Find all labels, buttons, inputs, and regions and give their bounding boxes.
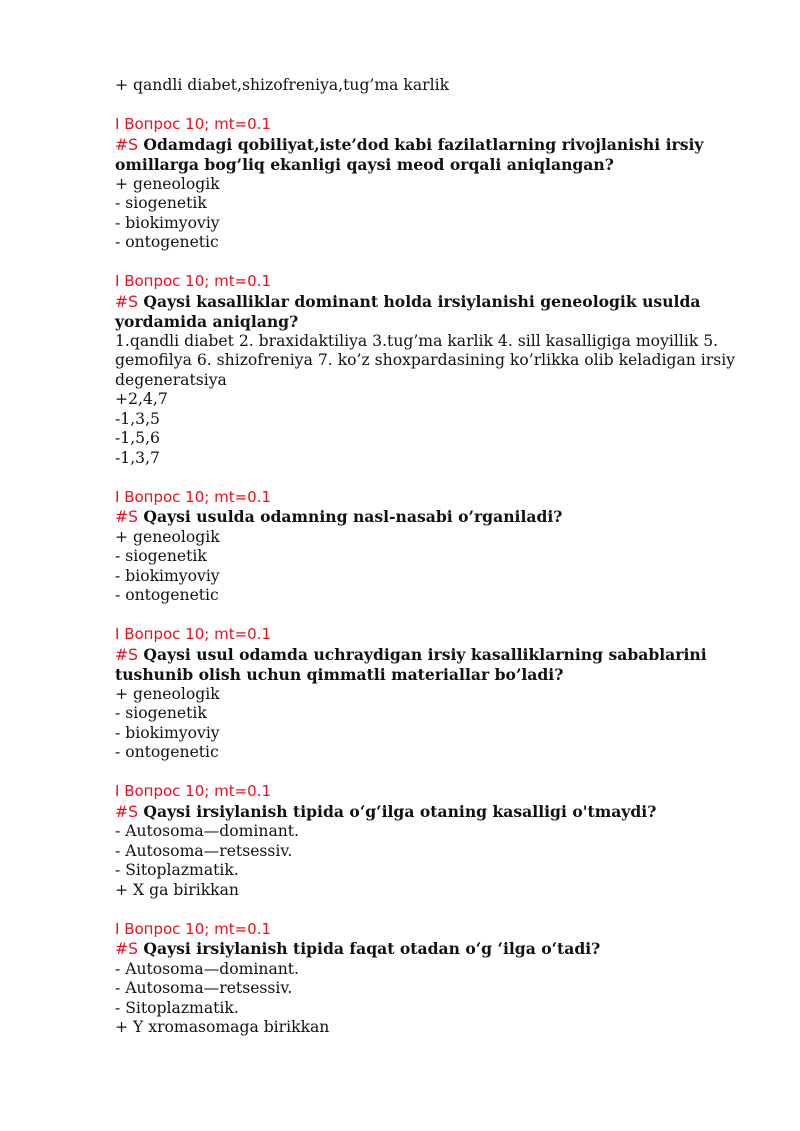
question-text <box>115 292 755 332</box>
question-body: Qaysi irsiylanish tipida faqat otadan o‘g ‘ilga o‘tadi? <box>143 939 601 958</box>
answer-option: - Autosoma—dominant. <box>115 959 300 978</box>
answer-option: - Sitoplazmatik. <box>115 998 239 1017</box>
question-prefix: #S <box>115 645 138 664</box>
question-header: I Вопрос 10; mt=0.1 <box>115 115 272 133</box>
question-block <box>115 625 755 763</box>
answer-option: - biokimyoviy <box>115 213 220 232</box>
answer-option: - Sitoplazmatik. <box>115 861 239 879</box>
question-prefix: #S <box>115 802 138 821</box>
question-block <box>115 115 755 253</box>
answer-option: +2,4,7 <box>115 390 168 408</box>
question-header: I Вопрос 10; mt=0.1 <box>115 782 272 800</box>
question-text <box>115 939 755 960</box>
answer-option: + geneologik <box>115 527 220 546</box>
answer-option: - ontogenetic <box>115 233 219 251</box>
question-description: 1.qandli diabet 2. braxidaktiliya 3.tug’ma karlik 4. sill kasalligiga moyillik 5. gemofilya 6. shizofreniya 7. ko’z shoxpardasining ko’rlikka olib keladigan irsiy degeneratsiya <box>115 331 736 389</box>
question-text <box>115 507 755 528</box>
question-text <box>115 802 755 823</box>
answer-option: + geneologik <box>115 174 220 193</box>
answer-option: -1,5,6 <box>115 429 160 447</box>
answer-option: -1,3,7 <box>115 448 160 467</box>
answer-option: + Y xromasomaga birikkan <box>115 1018 330 1036</box>
answer-option: -1,3,5 <box>115 409 160 428</box>
answer-option: - Autosoma—dominant. <box>115 822 300 840</box>
question-text <box>115 645 755 685</box>
question-header: I Вопрос 10; mt=0.1 <box>115 272 272 290</box>
answer-option: + geneologik <box>115 684 220 703</box>
question-prefix: #S <box>115 135 138 154</box>
question-body: Qaysi irsiylanish tipida o‘g‘ilga otaning kasalligi o'tmaydi? <box>143 801 657 821</box>
question-header: I Вопрос 10; mt=0.1 <box>115 625 272 643</box>
question-body: Qaysi usul odamda uchraydigan irsiy kasalliklarning sabablarini tushunib olish uchun qimmatli materiallar bo’ladi? <box>115 644 707 684</box>
answer-option: - biokimyoviy <box>115 723 220 742</box>
question-block <box>115 488 755 606</box>
document-content <box>115 76 755 1057</box>
answer-option: - ontogenetic <box>115 743 219 761</box>
question-text <box>115 135 755 175</box>
question-header: I Вопрос 10; mt=0.1 <box>115 919 272 938</box>
question-prefix: #S <box>115 508 138 526</box>
answer-option: - siogenetik <box>115 547 207 565</box>
question-header: I Вопрос 10; mt=0.1 <box>115 487 272 506</box>
answer-option: - biokimyoviy <box>115 566 220 585</box>
answer-option: - ontogenetic <box>115 586 219 604</box>
question-prefix: #S <box>115 940 138 958</box>
answer-option: - siogenetik <box>115 194 207 212</box>
answer-option: - siogenetik <box>115 704 207 722</box>
answer-option: - Autosoma—retsessiv. <box>115 841 293 860</box>
question-block <box>115 272 755 468</box>
question-body: Odamdagi qobiliyat,iste’dod kabi fazilatlarning rivojlanishi irsiy omillarga bog’liq ekanligi qaysi meod orqali aniqlangan? <box>115 134 704 174</box>
answer-option: - Autosoma—retsessiv. <box>115 979 293 997</box>
question-body: Qaysi usulda odamning nasl-nasabi o’rganiladi? <box>143 507 563 526</box>
question-block <box>115 782 755 900</box>
question-body: Qaysi kasalliklar dominant holda irsiylanishi geneologik usulda yordamida aniqlang? <box>115 291 701 331</box>
question-block <box>115 920 755 1038</box>
answer-option: + X ga birikkan <box>115 880 239 899</box>
answer-line: + qandli diabet,shizofreniya,tug’ma karlik <box>115 76 450 94</box>
question-prefix: #S <box>115 292 138 311</box>
